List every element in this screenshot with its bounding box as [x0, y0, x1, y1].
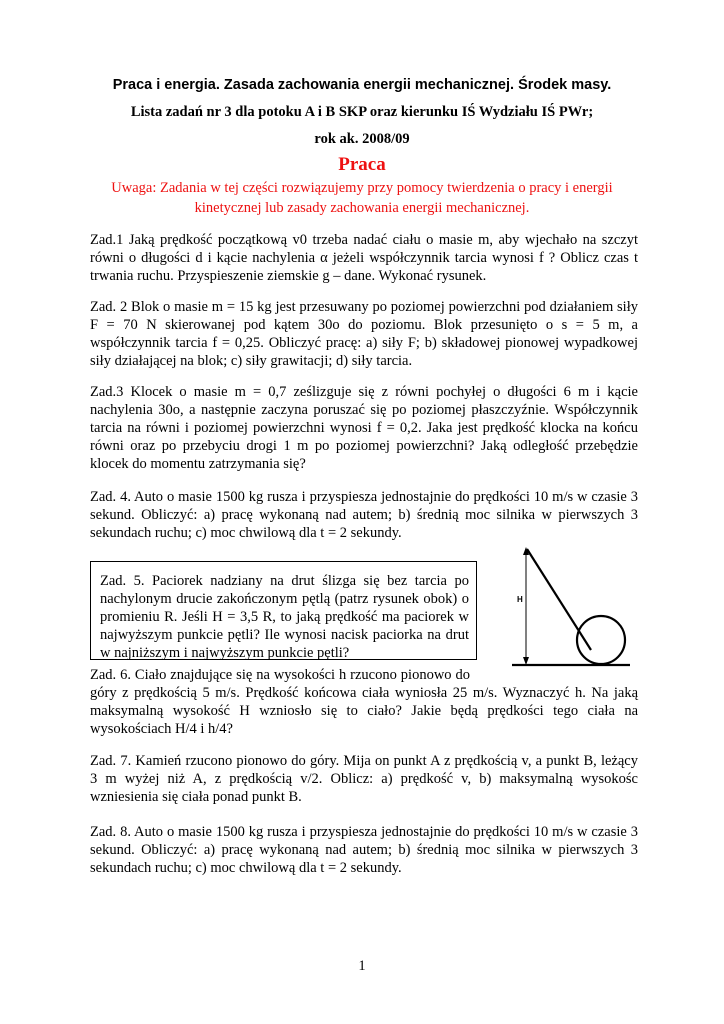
problem-5-line: promieniu R. Jeśli H = 3,5 R, to jaką prędkość ma paciorek w: [100, 609, 469, 625]
problem-1-line: trwania ruchu. Przyspieszenie ziemskie g – dane. Wykonać rysunek.: [90, 268, 487, 284]
problem-3-line: nachylenia 30o, a następnie zaczyna poruszać się po poziomej płaszczyźnie. Współczynnik: [90, 402, 638, 418]
problem-8: [90, 823, 638, 877]
problem-8-line: Zad. 8. Auto o masie 1500 kg rusza i przyspiesza jednostajnie do prędkości 10 m/s w czasie 3: [90, 824, 638, 840]
loop-track-figure: [490, 545, 640, 670]
problem-5-line: w najniższym i najwyższym punkcie pętli?: [100, 645, 350, 661]
section-heading: Praca: [338, 154, 386, 175]
problem-2-line: Zad. 2 Blok o masie m = 15 kg jest przesuwany po poziomej powierzchni pod działaniem siły: [90, 299, 638, 315]
problem-1: [90, 231, 638, 285]
problem-6-line: wysokościach H/4 i h/4?: [90, 721, 233, 737]
problem-6-line: Zad. 6. Ciało znajdujące się na wysokości h rzucono pionowo do: [90, 667, 470, 683]
problem-1-line: równi o długości d i kącie nachylenia α jeżeli współczynnik tarcia wynosi f ? Oblicz czas t: [90, 250, 638, 266]
problem-2: [90, 298, 638, 370]
problem-5: [100, 572, 469, 662]
problem-4-line: sekundach ruchu; c) moc chwilową dla t = 2 sekundy.: [90, 525, 402, 541]
problem-3-line: Zad.3 Klocek o masie m = 0,7 ześlizguje się z równi pochyłej o długości 6 m i kącie: [90, 384, 638, 400]
problem-5-line: najwyższym punkcie pętli? Ile wynosi nacisk paciorka na drut: [100, 627, 469, 643]
problem-6-line: maksymalną wysokość H wzniosło się to ciało? Jakie będą prędkości tego ciała na: [90, 703, 638, 719]
document-subtitle: Lista zadań nr 3 dla potoku A i B SKP oraz kierunku IŚ Wydziału IŚ PWr;: [130, 104, 594, 120]
page-number: 1: [358, 958, 366, 974]
problem-2-line: współczynnik tarcia f = 0,25. Obliczyć pracę: a) siły F; b) składowej pionowej wypadkowej: [90, 335, 638, 351]
academic-year: rok ak. 2008/09: [314, 131, 410, 147]
problem-4-line: sekund. Obliczyć: a) pracę wykonaną nad autem; b) średnią moc silnika w pierwszych 3: [90, 507, 638, 523]
problem-3-line: tarcia na równi i poziomej powierzchni wynosi f = 0,2. Jaka jest prędkość klocka na końcu: [90, 420, 638, 436]
problem-2-line: F = 70 N skierowanej pod kątem 30o do poziomu. Blok przesunięto o s = 5 m, a: [90, 317, 638, 333]
inclined-wire: [527, 549, 591, 650]
height-arrow-bottom: [523, 657, 529, 665]
problem-2-line: siły działającej na blok; c) siły grawitacji; d) siły tarcia.: [90, 353, 413, 369]
problem-3-line: klocek do momentu zatrzymania się?: [90, 456, 306, 472]
problem-4-line: Zad. 4. Auto o masie 1500 kg rusza i przyspiesza jednostajnie do prędkości 10 m/s w czasie 3: [90, 489, 638, 505]
problem-7: [90, 752, 638, 806]
problem-4: [90, 488, 638, 542]
document-title: Praca i energia. Zasada zachowania energii mechanicznej. Środek masy.: [112, 77, 612, 93]
problem-5-line: nachylonym drucie zakończonym pętlą (patrz rysunek obok) o: [100, 591, 469, 607]
problem-7-line: 3 m wyżej niż A, z prędkością v/2. Oblicz: a) prędkość v, b) maksymalną wysokośc: [90, 771, 638, 787]
problem-7-line: wzniesienia się ciała ponad punkt B.: [90, 789, 302, 805]
problem-8-line: sekund. Obliczyć: a) pracę wykonaną nad autem; b) średnią moc silnika w pierwszych 3: [90, 842, 638, 858]
problem-5-line: Zad. 5. Paciorek nadziany na drut ślizga się bez tarcia po: [100, 573, 469, 589]
height-label: H: [517, 595, 523, 604]
problem-8-line: sekundach ruchu; c) moc chwilową dla t = 2 sekundy.: [90, 860, 402, 876]
problem-6-line: góry z prędkością 5 m/s. Prędkość końcowa ciała wyniosła 25 m/s. Wyznaczyć h. Na jaką: [90, 685, 638, 701]
problem-3-line: równi oraz po przebyciu drogi 1 m po poziomej powierzchni? Jaką odległość przebędzie: [90, 438, 638, 454]
problem-7-line: Zad. 7. Kamień rzucono pionowo do góry. Mija on punkt A z prędkością v, a punkt B, leżący: [90, 753, 638, 769]
problem-1-line: Zad.1 Jaką prędkość początkową v0 trzeba nadać ciału o masie m, aby wjechało na szczyt: [90, 232, 638, 248]
section-note: Uwaga: Zadania w tej części rozwiązujemy przy pomocy twierdzenia o pracy i energii kinetycznej lub zasady zachowania energii mechanicznej.: [111, 180, 613, 216]
problem-6: [90, 666, 638, 738]
problem-3: [90, 383, 638, 473]
